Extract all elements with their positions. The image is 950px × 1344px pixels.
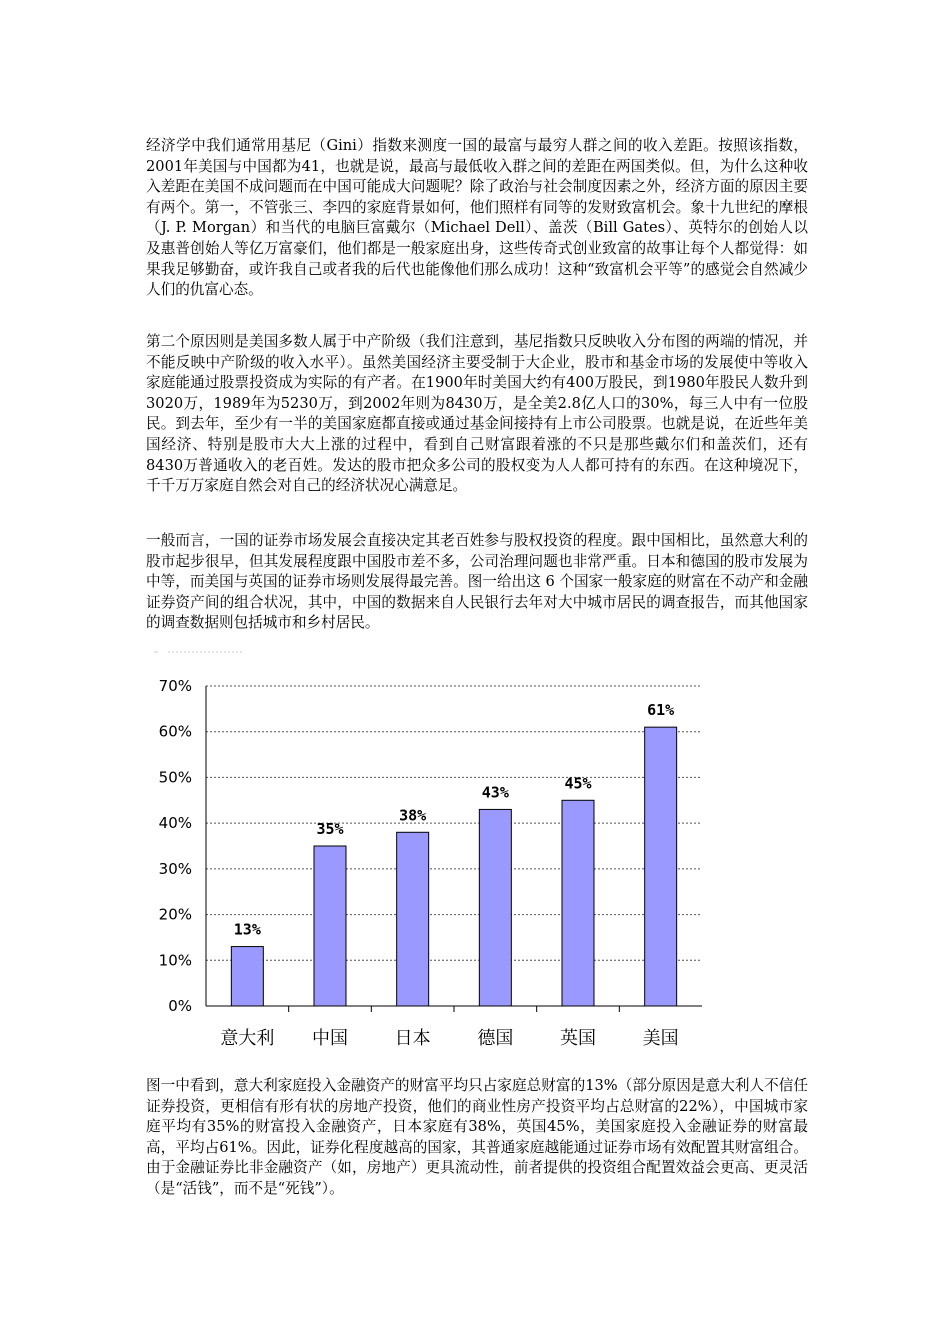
category-label: 德国 bbox=[477, 1028, 514, 1049]
y-tick-label: 60% bbox=[158, 722, 192, 741]
y-tick-label: 20% bbox=[158, 905, 192, 924]
data-label: 45% bbox=[564, 774, 592, 793]
y-tick-label: 0% bbox=[168, 997, 192, 1015]
category-label: 美国 bbox=[642, 1028, 679, 1049]
bar-6 bbox=[645, 727, 677, 1006]
chart-svg bbox=[146, 646, 716, 1056]
data-label: 35% bbox=[316, 820, 344, 838]
bar-1 bbox=[231, 947, 263, 1006]
paragraph-middle-class: 第二个原因则是美国多数人属于中产阶级（我们注意到，基尼指数只反映收入分布图的两端的情况，并不能反映中产阶级的收入水平）。虽然美国经济主要受制于大企业，股市和基金市场的发展使中等收入家庭能通过股票投资成为实际的有产者。在1900年时美国大约有400万股民，到1980年股民人数升到3020万，1989年为5230万，到2002年则为8430万，是全美2.8亿人口的30%，每三人中有一位股民。到去年，至少有一半的美国家庭都直接或通过基金间接持有上市公司股票。也就是说，在近些年美国经济、特别是股市大大上涨的过程中，看到自己财富跟着涨的不只是那些戴尔们和盖茨们，还有8430万普通收入的老百姓。发达的股市把众多公司的股权变为人人都可持有的东西。在这种境况下，千千万万家庭自然会对自己的经济状况心满意足。 bbox=[146, 333, 808, 495]
y-tick-label: 10% bbox=[158, 951, 192, 970]
data-label: 61% bbox=[647, 701, 675, 720]
wealth-allocation-bar-chart bbox=[146, 646, 716, 1056]
category-label: 意大利 bbox=[220, 1028, 275, 1049]
category-label: 英国 bbox=[560, 1028, 596, 1049]
bar-4 bbox=[479, 809, 511, 1006]
data-label: 38% bbox=[399, 806, 427, 825]
y-tick-label: 30% bbox=[158, 859, 192, 878]
y-tick-label: 70% bbox=[158, 677, 192, 695]
data-label: 13% bbox=[233, 920, 261, 939]
category-label: 日本 bbox=[394, 1028, 431, 1049]
bar-5 bbox=[562, 800, 594, 1006]
y-tick-label: 40% bbox=[158, 814, 192, 833]
bar-3 bbox=[397, 832, 429, 1006]
y-tick-label: 50% bbox=[158, 768, 192, 787]
paragraph-gini-index: 经济学中我们通常用基尼（Gini）指数来测度一国的最富与最穷人群之间的收入差距。按照该指数，2001年美国与中国都为41，也就是说，最高与最低收入群之间的差距在两国类似。但，为什么这种收入差距在美国不成问题而在中国可能成大问题呢？除了政治与社会制度因素之外，经济方面的原因主要有两个。第一，不管张三、李四的家庭背景如何，他们照样有同等的发财致富机会。象十九世纪的摩根（J. P. Morgan）和当代的电脑巨富戴尔（Michael Dell）、盖茨（Bill Gates）、英特尔的创始人以及惠普创始人等亿万富豪们，他们都是一般家庭出身，这些传奇式创业致富的故事让每个人都觉得：如果我足够勤奋，或许我自己或者我的后代也能像他们那么成功！这种“致富机会平等”的感觉会自然减少人们的仇富心态。 bbox=[146, 137, 808, 299]
category-label: 中国 bbox=[312, 1028, 348, 1049]
data-label: 43% bbox=[481, 783, 509, 802]
paragraph-figure-analysis: 图一中看到，意大利家庭投入金融资产的财富平均只占家庭总财富的13%（部分原因是意大利人不信任证券投资，更相信有形有状的房地产投资，他们的商业性房产投资平均占总财富的22%），中国城市家庭平均有35%的财富投入金融资产，日本家庭有38%，英国45%，美国家庭投入金融证券的财富最高，平均占61%。因此，证券化程度越高的国家，其普通家庭越能通过证券市场有效配置其财富组合。由于金融证券比非金融资产（如，房地产）更具流动性，前者提供的投资组合配置效益会更高、更灵活（是“活钱”，而不是“死钱”）。 bbox=[146, 1077, 808, 1197]
bar-2 bbox=[314, 846, 346, 1006]
paragraph-securities-market: 一般而言，一国的证券市场发展会直接决定其老百姓参与股权投资的程度。跟中国相比，虽然意大利的股市起步很早，但其发展程度跟中国股市差不多，公司治理问题也非常严重。日本和德国的股市发展为中等，而美国与英国的证券市场则发展得最完善。图一给出这 6 个国家一般家庭的财富在不动产和金融证券资产间的组合状况，其中，中国的数据来自人民银行去年对大中城市居民的调查报告，而其他国家的调查数据则包括城市和乡村居民。 bbox=[146, 532, 808, 632]
